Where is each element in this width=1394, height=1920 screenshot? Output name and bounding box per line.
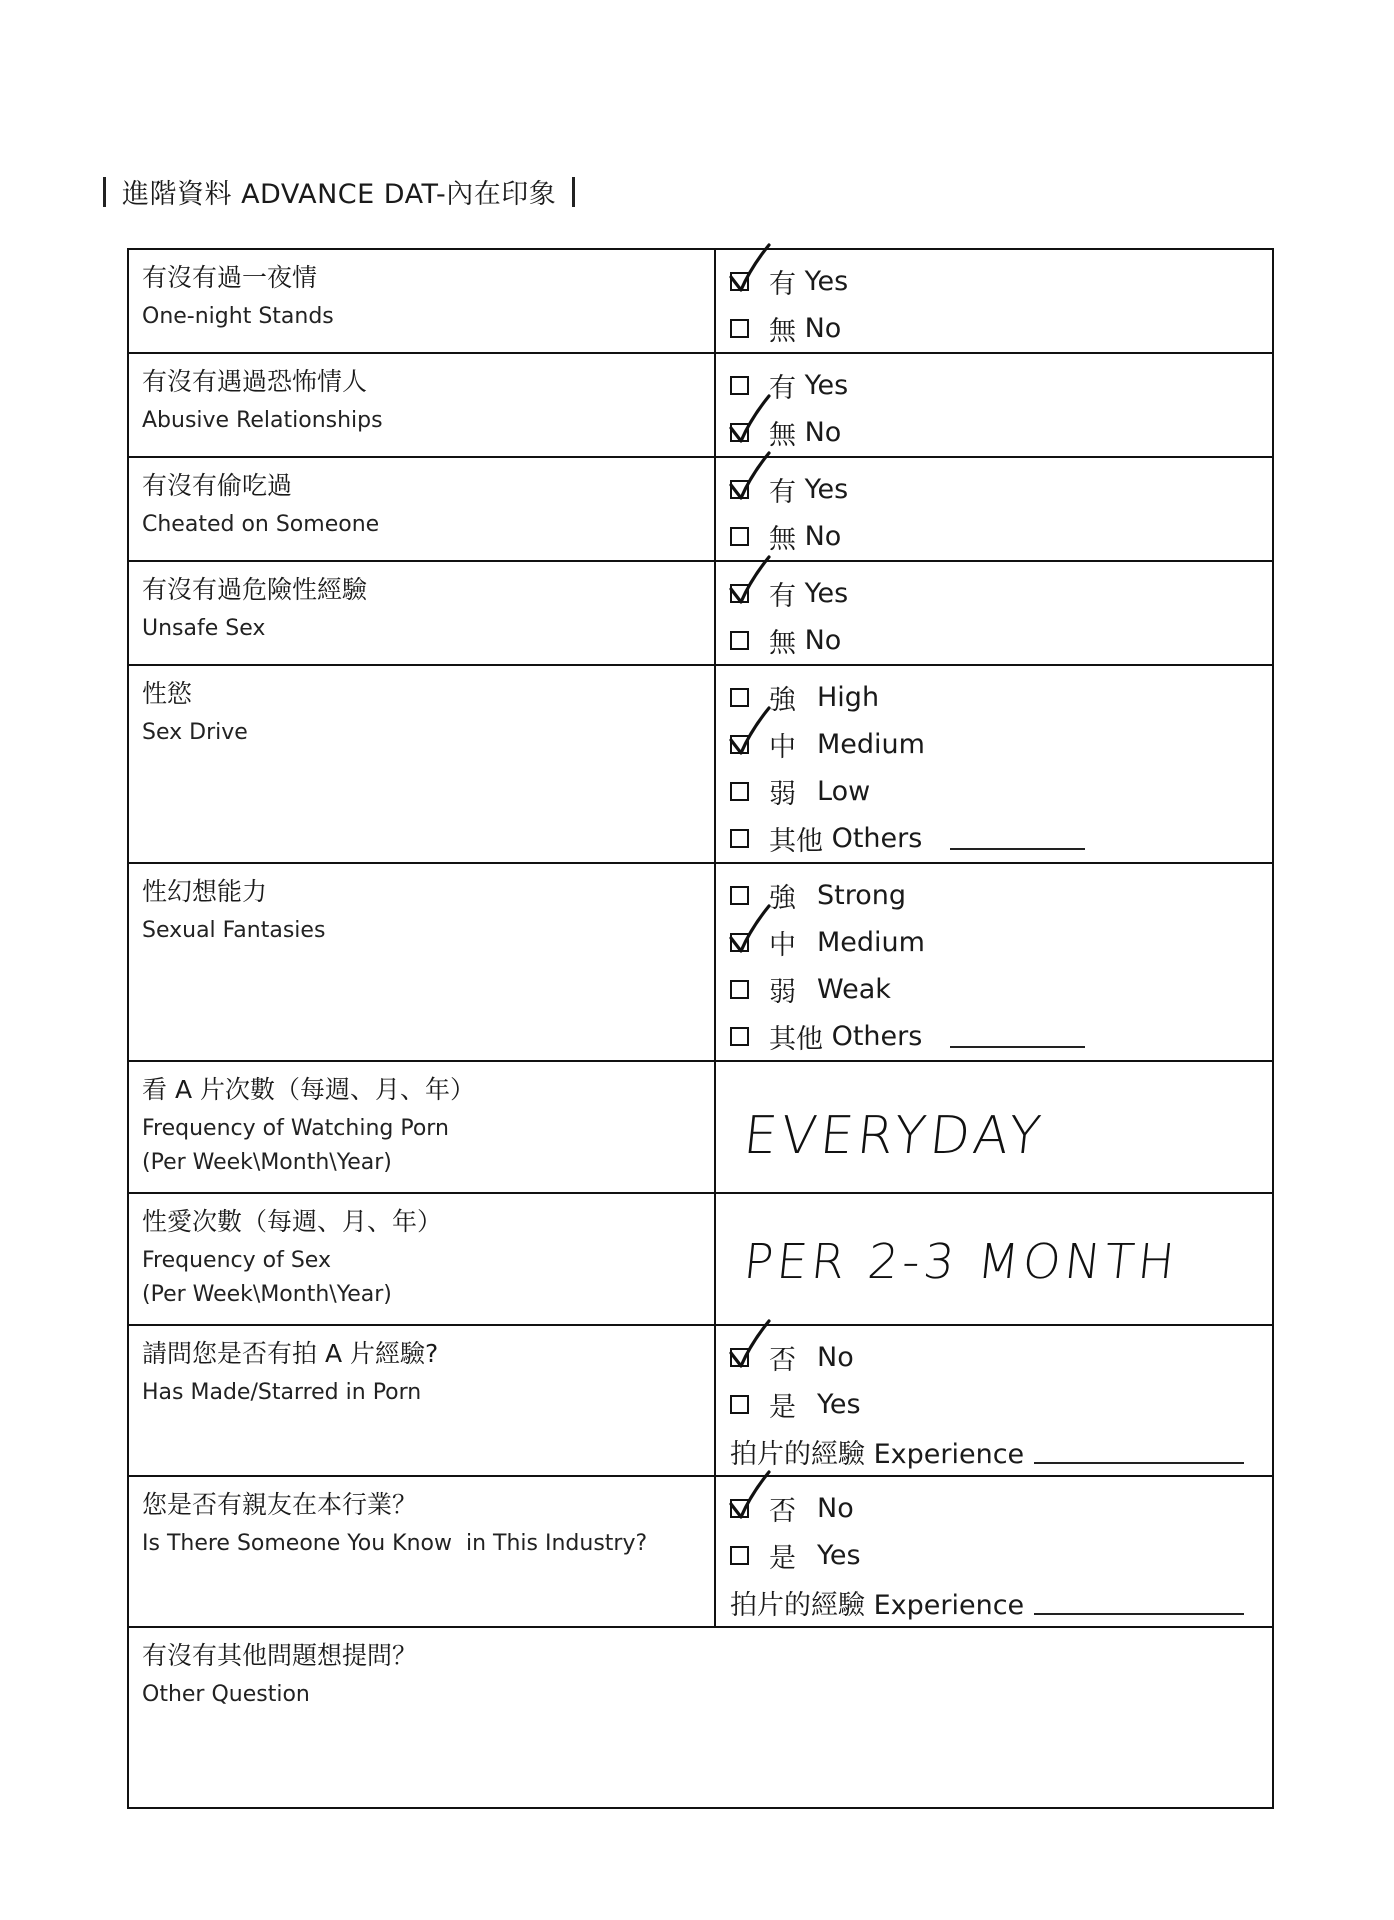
option-zh: 中 [769, 732, 796, 763]
checkbox[interactable] [730, 480, 749, 499]
option-zh: 強 [769, 685, 796, 716]
question-cell [128, 863, 715, 1061]
experience-field[interactable] [730, 1428, 1272, 1475]
question-cell [128, 1325, 715, 1476]
answer-cell[interactable] [715, 1061, 1273, 1193]
option-en: Yes [804, 578, 849, 609]
option-zh: 無 [769, 524, 796, 555]
option-no[interactable] [730, 409, 1272, 456]
option-no[interactable] [730, 1485, 1272, 1532]
checkbox[interactable] [730, 376, 749, 395]
option-yes[interactable] [730, 258, 1272, 305]
option-zh: 否 [769, 1496, 796, 1527]
checkbox[interactable] [730, 933, 749, 952]
checkbox[interactable] [730, 688, 749, 707]
option-others[interactable] [730, 1013, 1272, 1060]
checkbox[interactable] [730, 1348, 749, 1367]
table-row [128, 1476, 1273, 1627]
option-zh: 強 [769, 883, 796, 914]
table-row [128, 1325, 1273, 1476]
option-en: Weak [817, 974, 891, 1005]
option-zh: 是 [769, 1543, 796, 1574]
option-medium[interactable] [730, 721, 1272, 768]
option-en: Strong [817, 880, 907, 911]
table-row [128, 561, 1273, 665]
question-cell [128, 457, 715, 561]
check-mark-icon [729, 394, 775, 444]
option-en: No [804, 313, 842, 344]
section-header [103, 172, 575, 211]
option-low[interactable] [730, 768, 1272, 815]
option-no[interactable] [730, 305, 1272, 352]
question-zh: 性慾 [142, 679, 193, 708]
option-no[interactable] [730, 1334, 1272, 1381]
option-medium[interactable] [730, 919, 1272, 966]
checkbox[interactable] [730, 886, 749, 905]
question-en: Has Made/Starred in Porn [142, 1380, 422, 1405]
check-mark-icon [729, 243, 775, 293]
question-zh: 您是否有親友在本行業？ [142, 1490, 418, 1519]
answer-cell [715, 561, 1273, 665]
option-zh: 否 [769, 1345, 796, 1376]
question-zh: 有沒有偷吃過 [142, 471, 293, 500]
question-en: Abusive Relationships [142, 408, 383, 433]
table-row [128, 1627, 1273, 1808]
option-zh: 無 [769, 420, 796, 451]
question-en-sub: (Per Week\Month\Year) [142, 1150, 392, 1175]
option-yes[interactable] [730, 362, 1272, 409]
answer-cell [715, 863, 1273, 1061]
option-weak[interactable] [730, 966, 1272, 1013]
question-cell [128, 561, 715, 665]
check-mark-icon [729, 555, 775, 605]
option-strong[interactable] [730, 872, 1272, 919]
question-cell [128, 1476, 715, 1627]
checkbox[interactable] [730, 1395, 749, 1414]
checkbox[interactable] [730, 1499, 749, 1518]
answer-cell [715, 353, 1273, 457]
question-cell [128, 1193, 715, 1325]
option-zh: 中 [769, 930, 796, 961]
question-en: Sexual Fantasies [142, 918, 326, 943]
option-zh: 有 [769, 373, 796, 404]
table-row [128, 249, 1273, 353]
checkbox[interactable] [730, 1027, 749, 1046]
table-row [128, 863, 1273, 1061]
question-zh: 有沒有過一夜情 [142, 263, 318, 292]
questionnaire-table [127, 248, 1274, 1809]
experience-label: 拍片的經驗 Experience [730, 1590, 1025, 1621]
option-yes[interactable] [730, 466, 1272, 513]
option-en: Yes [804, 266, 849, 297]
option-zh: 其他 [769, 1024, 823, 1055]
question-en: Cheated on Someone [142, 512, 380, 537]
option-en: High [817, 682, 880, 713]
experience-blank-line[interactable] [1034, 1591, 1244, 1615]
checkbox[interactable] [730, 527, 749, 546]
table-row [128, 353, 1273, 457]
option-en: No [804, 625, 842, 656]
option-zh: 弱 [769, 779, 796, 810]
checkbox[interactable] [730, 319, 749, 338]
option-en: No [817, 1342, 854, 1373]
option-zh: 有 [769, 269, 796, 300]
question-en: Other Question [142, 1682, 310, 1707]
section-title: 進階資料 ADVANCE DAT-內在印象 [122, 179, 557, 210]
question-cell [128, 1061, 715, 1193]
title-bar-right [572, 177, 575, 207]
question-cell[interactable] [128, 1627, 1273, 1808]
answer-cell [715, 665, 1273, 863]
option-zh: 有 [769, 581, 796, 612]
table-row [128, 457, 1273, 561]
option-yes[interactable] [730, 1532, 1272, 1579]
option-others[interactable] [730, 815, 1272, 862]
question-en-sub: (Per Week\Month\Year) [142, 1282, 392, 1307]
option-en: No [804, 417, 842, 448]
question-en: One-night Stands [142, 304, 334, 329]
question-en: Unsafe Sex [142, 616, 266, 641]
option-en: Yes [804, 474, 849, 505]
question-zh: 請問您是否有拍 A 片經驗? [142, 1339, 439, 1368]
question-cell [128, 353, 715, 457]
question-zh: 性幻想能力 [142, 877, 268, 906]
check-mark-icon [729, 904, 775, 954]
option-en: Others [831, 823, 923, 854]
answer-cell [715, 1476, 1273, 1627]
checkbox[interactable] [730, 980, 749, 999]
checkbox[interactable] [730, 584, 749, 603]
answer-cell [715, 457, 1273, 561]
question-zh: 有沒有其他問題想提問？ [142, 1641, 418, 1670]
question-cell [128, 249, 715, 353]
checkbox[interactable] [730, 272, 749, 291]
question-en: Frequency of Watching Porn [142, 1116, 449, 1141]
option-no[interactable] [730, 617, 1272, 664]
handwritten-answer: PER 2-3 MONTH [741, 1234, 1182, 1290]
checkbox[interactable] [730, 829, 749, 848]
answer-cell [715, 249, 1273, 353]
others-blank-line[interactable] [950, 828, 1085, 850]
question-zh: 有沒有過危險性經驗 [142, 575, 368, 604]
others-blank-line[interactable] [950, 1026, 1085, 1048]
question-zh: 有沒有遇過恐怖情人 [142, 367, 368, 396]
check-mark-icon [729, 706, 775, 756]
title-bar-left [103, 177, 106, 207]
option-en: Others [831, 1021, 923, 1052]
option-no[interactable] [730, 513, 1272, 560]
option-yes[interactable] [730, 1381, 1272, 1428]
table-row [128, 1193, 1273, 1325]
option-zh: 其他 [769, 826, 823, 857]
check-mark-icon [729, 1319, 775, 1369]
option-en: No [804, 521, 842, 552]
experience-blank-line[interactable] [1034, 1440, 1244, 1464]
option-en: Yes [817, 1389, 861, 1420]
experience-label: 拍片的經驗 Experience [730, 1439, 1025, 1470]
table-row [128, 1061, 1273, 1193]
option-en: Yes [804, 370, 849, 401]
checkbox[interactable] [730, 782, 749, 801]
question-zh: 看 A 片次數（每週、月、年） [142, 1075, 475, 1104]
option-en: Medium [817, 927, 925, 958]
question-en: Sex Drive [142, 720, 248, 745]
answer-cell [715, 1325, 1273, 1476]
option-zh: 有 [769, 477, 796, 508]
table-row [128, 665, 1273, 863]
question-en: Is There Someone You Know in This Industry? [142, 1531, 648, 1556]
handwritten-answer: EVERYDAY [740, 1106, 1048, 1166]
check-mark-icon [729, 1470, 775, 1520]
option-en: Medium [817, 729, 925, 760]
option-high[interactable] [730, 674, 1272, 721]
option-en: No [817, 1493, 854, 1524]
option-yes[interactable] [730, 570, 1272, 617]
question-en: Frequency of Sex [142, 1248, 331, 1273]
question-cell [128, 665, 715, 863]
checkbox[interactable] [730, 735, 749, 754]
checkbox[interactable] [730, 631, 749, 650]
check-mark-icon [729, 451, 775, 501]
checkbox[interactable] [730, 1546, 749, 1565]
option-zh: 無 [769, 316, 796, 347]
option-zh: 是 [769, 1392, 796, 1423]
experience-field[interactable] [730, 1579, 1272, 1626]
question-zh: 性愛次數（每週、月、年） [142, 1207, 443, 1236]
checkbox[interactable] [730, 423, 749, 442]
answer-cell[interactable] [715, 1193, 1273, 1325]
option-zh: 弱 [769, 977, 796, 1008]
option-en: Low [817, 776, 871, 807]
option-en: Yes [817, 1540, 861, 1571]
option-zh: 無 [769, 628, 796, 659]
